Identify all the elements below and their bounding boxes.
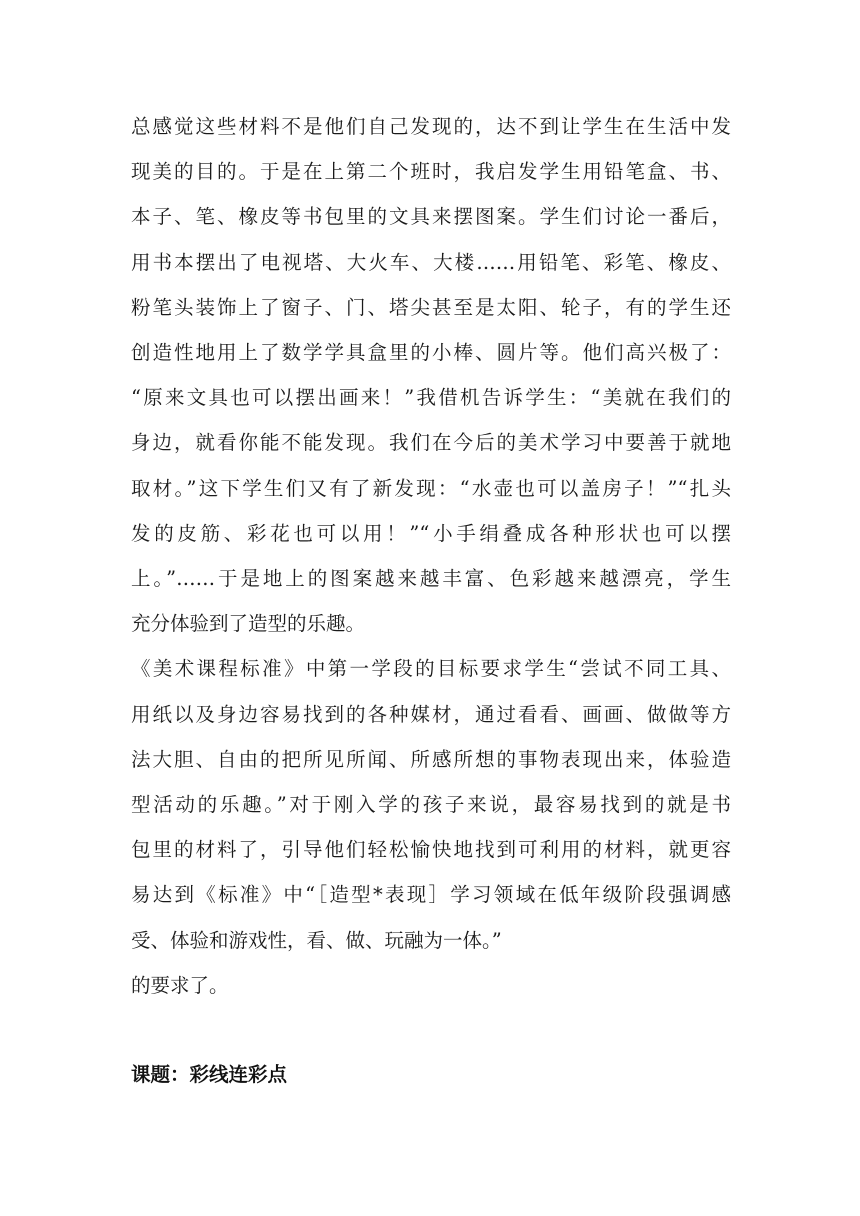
text-line: 上。”……于是地上的图案越来越丰富、色彩越来越漂亮，学生: [131, 567, 731, 591]
paragraph-spacer: [131, 1008, 731, 1052]
paragraph-3: [131, 963, 731, 1008]
paragraph-1: [131, 104, 731, 646]
text-line: 发的皮筋、彩花也可以用！”“小手绢叠成各种形状也可以摆: [131, 521, 731, 545]
text-line: 受、体验和游戏性，看、做、玩融为一体。”: [131, 928, 502, 952]
text-line: 法大胆、自由的把所见所闻、所感所想的事物表现出来，体验造: [131, 747, 731, 771]
text-line: “原来文具也可以摆出画来！”我借机告诉学生：“美就在我们的: [131, 386, 731, 410]
text-line: 用纸以及身边容易找到的各种媒材，通过看看、画画、做做等方: [131, 702, 731, 726]
text-line: 用书本摆出了电视塔、大火车、大楼……用铅笔、彩笔、橡皮、: [131, 250, 731, 274]
text-line: 包里的材料了，引导他们轻松愉快地找到可利用的材料，就更容: [131, 838, 731, 862]
document-body: [131, 104, 731, 1097]
text-line: 充分体验到了造型的乐趣。: [131, 612, 366, 636]
text-line: 型活动的乐趣。”对于刚入学的孩子来说，最容易找到的就是书: [131, 793, 731, 817]
text-line: 现美的目的。于是在上第二个班时，我启发学生用铅笔盒、书、: [131, 160, 731, 184]
text-line: 易达到《标准》中“［造型*表现］学习领域在低年级阶段强调感: [131, 883, 731, 907]
text-line: 的要求了。: [131, 973, 229, 997]
text-line: 《美术课程标准》中第一学段的目标要求学生“尝试不同工具、: [131, 657, 731, 681]
text-line: 身边，就看你能不能发现。我们在今后的美术学习中要善于就地: [131, 431, 731, 455]
text-line: 粉笔头装饰上了窗子、门、塔尖甚至是太阳、轮子，有的学生还: [131, 295, 731, 319]
text-line: 创造性地用上了数学学具盒里的小棒、圆片等。他们高兴极了：: [131, 341, 731, 365]
text-line: 总感觉这些材料不是他们自己发现的，达不到让学生在生活中发: [131, 115, 731, 138]
lesson-title-heading: 课题：彩线连彩点: [131, 1063, 288, 1087]
paragraph-2: [131, 646, 731, 962]
text-line: 本子、笔、橡皮等书包里的文具来摆图案。学生们讨论一番后，: [131, 205, 731, 229]
text-line: 取材。”这下学生们又有了新发现：“水壶也可以盖房子！”“扎头: [131, 476, 731, 500]
